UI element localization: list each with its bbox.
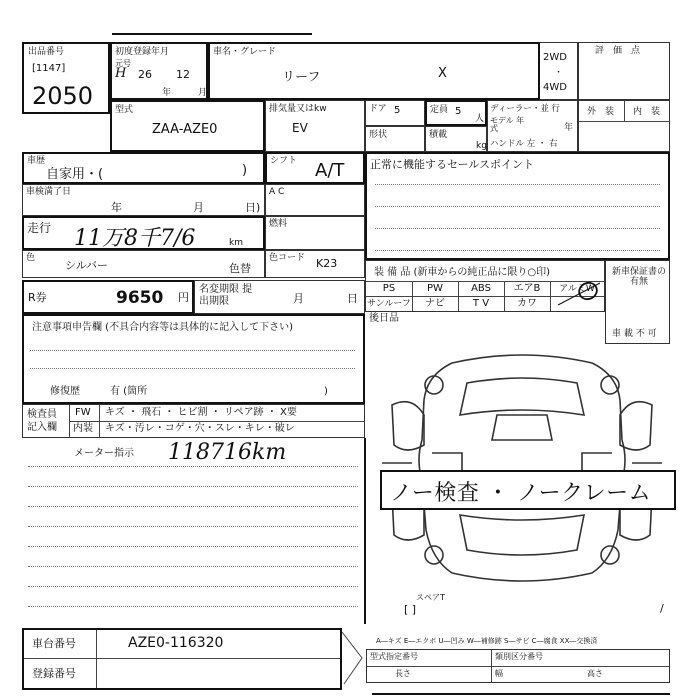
year-unit: 年 bbox=[162, 88, 172, 98]
drive-4wd: 4WD bbox=[543, 82, 567, 93]
corner-tick: / bbox=[660, 602, 664, 615]
recycle-label: R券 bbox=[28, 291, 47, 304]
shift-value: A/T bbox=[315, 160, 345, 181]
warranty-label: 新車保証書の有無 bbox=[611, 267, 666, 287]
month-unit: 月 bbox=[198, 88, 208, 98]
lot-number-label: 出品番号 bbox=[28, 47, 65, 57]
spare-tire-bracket: [ ] bbox=[404, 603, 417, 616]
lot-number-bracket: [1147] bbox=[32, 63, 66, 74]
shape-label: 形状 bbox=[369, 130, 388, 140]
score-box bbox=[578, 42, 670, 100]
history-box bbox=[22, 152, 265, 184]
ac-box bbox=[265, 184, 365, 216]
doors-box bbox=[365, 100, 425, 126]
stamp-text: ノー検査 ・ ノークレーム bbox=[390, 481, 652, 506]
history-value: 自家用・( bbox=[46, 167, 104, 182]
displacement-value: EV bbox=[292, 121, 308, 135]
equipment-box bbox=[365, 260, 605, 312]
repair-history-close: ) bbox=[324, 386, 328, 397]
first-registration-month: 12 bbox=[176, 68, 190, 81]
lined-area-line bbox=[28, 586, 358, 587]
equip-ps: PS bbox=[382, 283, 396, 294]
equip-alloy: アルミW bbox=[559, 284, 595, 294]
equip-sunroof: サンルーフ bbox=[367, 299, 411, 309]
sales-points-label: 正常に機能するセールスポイント bbox=[370, 158, 535, 171]
seats-unit: 人 bbox=[475, 114, 485, 124]
fuel-label: 燃料 bbox=[269, 219, 288, 229]
color-code-value: K23 bbox=[316, 257, 338, 270]
sales-points-line bbox=[375, 206, 660, 207]
lined-area-line bbox=[28, 606, 358, 607]
model-label: 型式 bbox=[115, 105, 134, 115]
alloy-circle-mark bbox=[556, 279, 604, 307]
shape-box bbox=[365, 126, 425, 152]
shift-box bbox=[265, 152, 365, 184]
equip-tv: T V bbox=[472, 298, 490, 309]
ac-label: A C bbox=[269, 187, 285, 197]
expiry-day-unit: 日) bbox=[245, 201, 261, 214]
load-unit: kg bbox=[476, 141, 487, 151]
left-panel-edge bbox=[364, 438, 366, 624]
inspector-fw-items: キズ ・ 飛石 ・ ヒビ割 ・ リペア跡 ・ X要 bbox=[105, 407, 297, 418]
lined-area-line bbox=[28, 486, 358, 487]
sales-points-line bbox=[375, 184, 660, 185]
inspector-label: 検査員 記入欄 bbox=[27, 409, 57, 433]
ext-int-divider bbox=[624, 101, 625, 121]
warranty-box bbox=[605, 260, 670, 344]
chassis-registration-box bbox=[22, 628, 342, 690]
color-value: シルバー bbox=[65, 259, 108, 272]
mileage-label: 走行 bbox=[27, 221, 52, 235]
mileage-value: 11万8千7/6 bbox=[74, 226, 196, 251]
spec-length-label: 長さ bbox=[395, 669, 411, 678]
first-registration-year: 26 bbox=[138, 68, 152, 81]
lot-number-value: 2050 bbox=[32, 82, 94, 110]
drive-box bbox=[540, 42, 578, 100]
color-label: 色 bbox=[26, 253, 36, 263]
equip-airbag: エアB bbox=[513, 283, 541, 294]
lined-area-line bbox=[28, 566, 358, 567]
dealer-box bbox=[487, 100, 578, 152]
warranty-no-car: 車 載 不 可 bbox=[612, 329, 657, 339]
repair-history-value: 有 (箇所 bbox=[110, 386, 148, 397]
notes-line bbox=[30, 368, 355, 369]
notes-label: 注意事項申告欄 (不具合内容等は具体的に記入して下さい) bbox=[32, 322, 293, 333]
chassis-bracket-mark bbox=[340, 628, 370, 692]
notes-box bbox=[22, 314, 365, 404]
handle-label: ハンドル 左 ・ 右 bbox=[490, 139, 558, 149]
recycle-value: 9650 bbox=[116, 288, 164, 308]
spec-width-label: 幅 bbox=[495, 669, 503, 678]
lined-area-line bbox=[28, 546, 358, 547]
inspector-fw: FW bbox=[75, 407, 91, 418]
equipment-label: 装 備 品 (新車からの純正品に限り○印) bbox=[374, 267, 551, 278]
equip-pw: PW bbox=[427, 283, 443, 294]
transfer-label: 名変期限 提出期限 bbox=[199, 284, 253, 307]
displacement-label: 排気量又はkw bbox=[269, 104, 327, 114]
retrofit-label: 後日品 bbox=[369, 313, 399, 324]
first-registration-box bbox=[110, 42, 208, 100]
doors-value: 5 bbox=[394, 105, 401, 116]
repair-history-label: 修復歴 bbox=[50, 386, 80, 397]
top-rule bbox=[112, 33, 312, 35]
inspection-expiry-label: 車検満了日 bbox=[26, 187, 72, 197]
chassis-divider bbox=[96, 630, 97, 688]
meter-line bbox=[28, 466, 358, 467]
damage-legend: A―キズ E―エクボ U―凹み W―補修跡 S―サビ C―腐食 XX―交換済 bbox=[376, 637, 598, 645]
seats-value: 5 bbox=[455, 106, 462, 117]
lined-area-line bbox=[28, 506, 358, 507]
car-name-label: 車名・グレード bbox=[213, 47, 277, 57]
no-inspection-stamp bbox=[380, 470, 676, 510]
spec-height-label: 高さ bbox=[587, 669, 603, 678]
era-label: 元号 bbox=[115, 59, 131, 68]
history-close: ) bbox=[242, 163, 248, 178]
transfer-box bbox=[194, 280, 365, 314]
equip-navi: ナビ bbox=[425, 298, 445, 309]
era-value: H bbox=[115, 66, 127, 81]
drive-dot: ・ bbox=[554, 68, 564, 78]
meter-value: 118716km bbox=[168, 440, 287, 465]
mileage-unit: km bbox=[229, 238, 243, 248]
inspector-int: 内装 bbox=[73, 423, 93, 434]
transfer-day: 日 bbox=[347, 292, 358, 305]
chassis-rule bbox=[24, 658, 340, 659]
spec-box bbox=[366, 649, 670, 683]
car-name-box bbox=[208, 42, 540, 100]
spec-model-label: 型式指定番号 bbox=[370, 652, 418, 661]
model-box bbox=[110, 100, 265, 152]
seats-label: 定員 bbox=[430, 105, 449, 115]
registration-label: 登録番号 bbox=[32, 667, 76, 680]
mileage-box bbox=[22, 216, 265, 250]
shift-label: シフト bbox=[270, 156, 298, 166]
spec-rule bbox=[367, 666, 669, 667]
lined-area-line bbox=[28, 526, 358, 527]
color-change-label: 色替 bbox=[229, 262, 251, 275]
model-year-label: モデル 年式 bbox=[490, 116, 525, 133]
exterior-label: 外 装 bbox=[587, 107, 615, 117]
chassis-label: 車台番号 bbox=[32, 637, 76, 650]
car-grade-value: X bbox=[438, 66, 447, 81]
sales-points-line bbox=[375, 250, 660, 251]
car-name-value: リーフ bbox=[282, 70, 321, 85]
expiry-month-unit: 月 bbox=[193, 201, 204, 214]
first-registration-label: 初度登録年月 bbox=[115, 47, 170, 57]
seats-box bbox=[425, 100, 487, 126]
recycle-unit: 円 bbox=[178, 291, 189, 304]
spare-tire-label: スペアT bbox=[416, 593, 445, 602]
chassis-value: AZE0-116320 bbox=[128, 635, 224, 651]
lot-number-box bbox=[22, 42, 110, 114]
inspector-box bbox=[22, 404, 365, 438]
color-code-label: 色コード bbox=[269, 253, 306, 263]
expiry-year-unit: 年 bbox=[111, 201, 122, 214]
meter-label: メーター指示 bbox=[74, 448, 134, 459]
history-label: 車歴 bbox=[27, 156, 46, 166]
spec-class-label: 類別区分番号 bbox=[495, 652, 543, 661]
sales-points-box bbox=[365, 152, 670, 260]
model-value: ZAA-AZE0 bbox=[152, 122, 218, 137]
sales-points-line bbox=[375, 228, 660, 229]
dealer-label: ディーラー・並 行 bbox=[490, 104, 561, 114]
model-year-unit: 年 bbox=[564, 123, 574, 133]
fuel-box bbox=[265, 216, 365, 250]
inspector-int-items: キズ・汚レ・コゲ・穴・スレ・キレ・破レ bbox=[105, 423, 295, 434]
equip-abs: ABS bbox=[471, 283, 491, 294]
ext-int-box bbox=[578, 100, 670, 152]
drive-2wd: 2WD bbox=[543, 52, 567, 63]
load-box bbox=[425, 126, 487, 152]
color-code-box bbox=[265, 250, 365, 278]
score-label: 評 価 点 bbox=[595, 46, 641, 56]
color-box bbox=[22, 250, 265, 278]
bottom-rule bbox=[372, 693, 670, 695]
equip-leather: カワ bbox=[517, 298, 537, 309]
recycle-box bbox=[22, 280, 194, 314]
doors-label: ドア bbox=[369, 104, 387, 114]
inspector-rule bbox=[69, 421, 364, 422]
notes-line bbox=[30, 350, 355, 351]
transfer-month: 月 bbox=[293, 292, 304, 305]
interior-label: 内 装 bbox=[633, 107, 661, 117]
ext-int-rule bbox=[579, 121, 669, 122]
load-label: 積載 bbox=[429, 130, 448, 140]
displacement-box bbox=[265, 100, 365, 152]
inspection-expiry-box bbox=[22, 184, 265, 216]
